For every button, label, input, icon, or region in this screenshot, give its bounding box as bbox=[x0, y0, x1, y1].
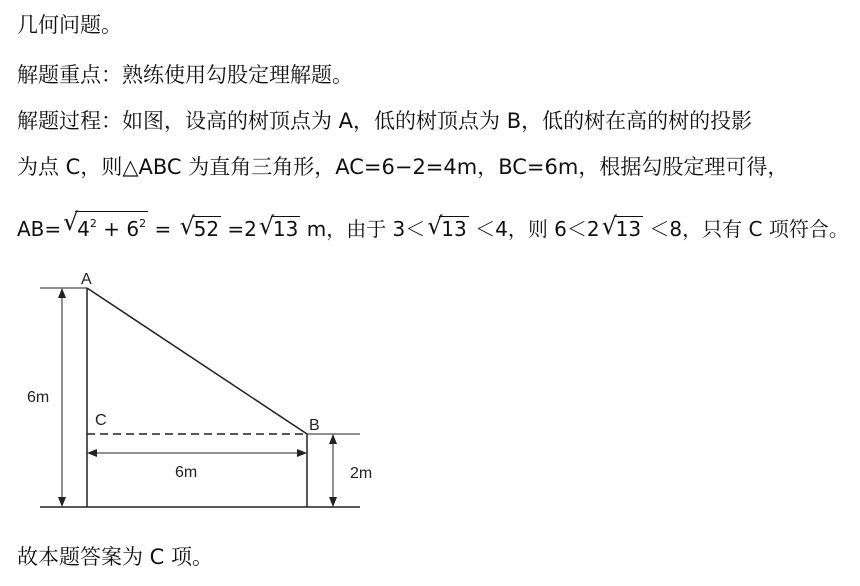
less-than-four: ＜4，则 6＜2 bbox=[468, 217, 600, 241]
hypotenuse-ab bbox=[87, 288, 307, 434]
process-line-1: 解题过程：如图，设高的树顶点为 A，低的树顶点为 B，低的树在高的树的投影 bbox=[17, 109, 753, 133]
sqrt-52: √ 52 bbox=[179, 212, 220, 241]
arrow-up-small-icon bbox=[329, 434, 337, 444]
equals-2: =2 bbox=[221, 217, 257, 241]
tree-diagram bbox=[20, 262, 380, 517]
label-tall-height: 6m bbox=[27, 389, 50, 406]
term-four: 4 bbox=[77, 217, 90, 241]
process-line-2: 为点 C，则△ABC 为直角三角形，AC=6−2=4m，BC=6m，根据勾股定理可得， bbox=[17, 155, 789, 179]
conclusion-tail: ＜8，只有 C 项符合。 bbox=[643, 217, 849, 241]
arrow-down-icon bbox=[58, 497, 66, 507]
key-point-line: 解题重点：熟练使用勾股定理解题。 bbox=[17, 63, 353, 87]
arrow-up-icon bbox=[58, 288, 66, 298]
arrow-right-icon bbox=[297, 449, 307, 457]
exponent-a: 2 bbox=[89, 217, 97, 230]
plus-sign: + bbox=[96, 217, 127, 241]
sqrt-sum: √ $4^2 + 6^2$ bbox=[63, 208, 147, 241]
ab-prefix: AB= bbox=[17, 217, 62, 241]
sqrt-13-a: √ 13 bbox=[258, 212, 299, 241]
label-b: B bbox=[309, 417, 320, 434]
arrow-left-icon bbox=[87, 449, 97, 457]
sqrt-13-b: √ 13 bbox=[427, 212, 467, 241]
exponent-b: 2 bbox=[139, 217, 147, 230]
label-distance: 6m bbox=[175, 464, 198, 481]
arrow-down-small-icon bbox=[329, 497, 337, 507]
term-six: 6 bbox=[126, 217, 140, 241]
formula-line bbox=[17, 208, 849, 243]
unit-tail: m，由于 3＜ bbox=[300, 217, 426, 241]
intro-line: 几何问题。 bbox=[17, 13, 122, 37]
sqrt-13-c: √ 13 bbox=[601, 212, 642, 241]
label-a: A bbox=[81, 271, 92, 288]
equals-1: = bbox=[148, 217, 178, 241]
label-c: C bbox=[95, 412, 107, 429]
answer-line: 故本题答案为 C 项。 bbox=[17, 545, 214, 569]
label-short-height: 2m bbox=[350, 465, 373, 482]
